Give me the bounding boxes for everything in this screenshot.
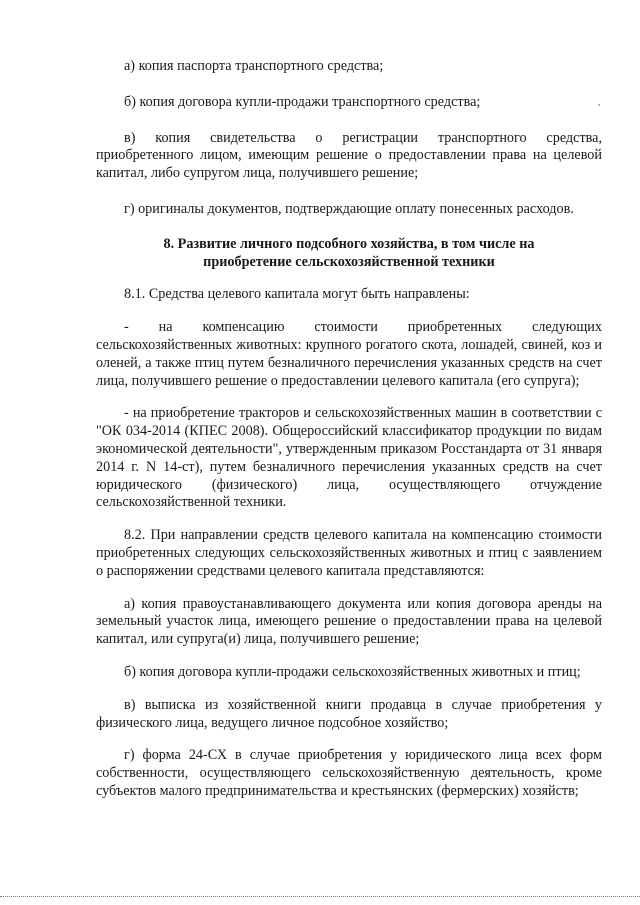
clause-8-2-item-b: б) копия договора купли-продажи сельскохозяйственных животных и птиц;	[124, 663, 581, 680]
paragraph-item-g-originals: г) оригиналы документов, подтверждающие оплату понесенных расходов.	[124, 200, 574, 217]
section-heading: 8. Развитие личного подсобного хозяйства, в том числе на приобретение сельскохозяйственной техники	[163, 235, 535, 270]
scan-bottom-edge-line	[0, 896, 640, 897]
clause-8-2-item-a: а) копия правоустанавливающего документа или копия договора аренды на земельный участок лица, имеющего решение о предоставлении права на целевой капитал, или супруга(и) лица, получившего решение;	[96, 595, 602, 648]
paragraph-item-b-contract: б) копия договора купли-продажи транспортного средства;	[124, 93, 481, 110]
paragraph-item-a-passport: а) копия паспорта транспортного средства;	[124, 58, 384, 74]
scan-speck	[598, 104, 600, 106]
document-body	[96, 58, 602, 801]
clause-8-1-item-livestock: - на компенсацию стоимости приобретенных следующих сельскохозяйственных животных: крупного рогатого скота, лошадей, свиней, коз и оленей, а также птиц путем безналичного перечисления указанных средств на счет лица, получившего решение о предоставлении целевого капитала (его супруга);	[96, 319, 602, 389]
paragraph-item-v-registration: в) копия свидетельства о регистрации транспортного средства, приобретенного лицом, имеющим решение о предоставлении права на целевой капитал, либо супругом лица, получившего решение;	[96, 129, 602, 182]
clause-8-2-item-g: г) форма 24-СХ в случае приобретения у юридического лица всех форм собственности, осуществляющего сельскохозяйственную деятельность, кроме субъектов малого предпринимательства и крестьянских (фермерских) хозяйств;	[96, 747, 602, 799]
clause-8-1: 8.1. Средства целевого капитала могут быть направлены:	[124, 286, 470, 303]
clause-8-2: 8.2. При направлении средств целевого капитала на компенсацию стоимости приобретенных следующих сельскохозяйственных животных и птиц с заявлением о распоряжении средствами целевого капитала представляются:	[96, 527, 602, 579]
clause-8-1-item-tractors: - на приобретение тракторов и сельскохозяйственных машин в соответствии с "ОК 034-2014 (КПЕС 2008). Общероссийский классификатор продукции по видам экономической деятельности", утвержденным приказом Росстандарта от 31 января 2014 г. N 14-ст), путем безналичного перечисления указанных средств на счет юридического (физического) лица, осуществляющего отчуждение сельскохозяйственной техники.	[96, 405, 602, 511]
clause-8-2-item-v: в) выписка из хозяйственной книги продавца в случае приобретения у физического лица, ведущего личное подсобное хозяйство;	[96, 696, 602, 731]
